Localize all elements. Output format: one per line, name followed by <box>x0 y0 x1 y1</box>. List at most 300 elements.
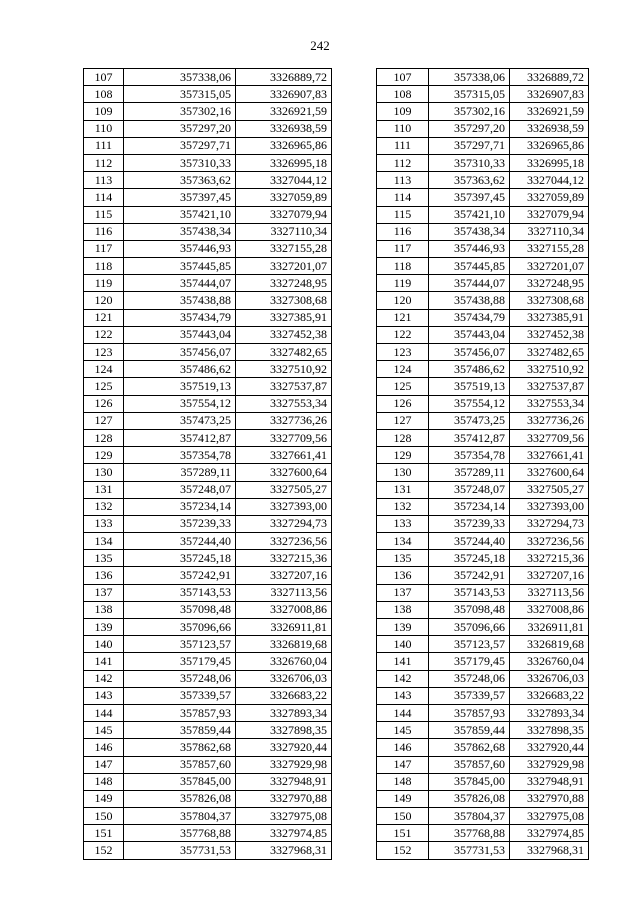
y-coordinate-cell: 3326995,18 <box>236 154 332 171</box>
y-coordinate-cell: 3327482,65 <box>510 344 589 361</box>
table-row <box>84 326 332 343</box>
table-row <box>377 687 589 704</box>
x-coordinate-cell: 357859,44 <box>429 722 510 739</box>
x-coordinate-cell: 357242,91 <box>429 567 510 584</box>
table-row <box>84 722 332 739</box>
table-row <box>84 240 332 257</box>
x-coordinate-cell: 357339,57 <box>124 687 236 704</box>
y-coordinate-cell: 3326938,59 <box>236 120 332 137</box>
table-row <box>84 584 332 601</box>
x-coordinate-cell: 357445,85 <box>124 258 236 275</box>
y-coordinate-cell: 3327044,12 <box>510 172 589 189</box>
x-coordinate-cell: 357731,53 <box>124 842 236 859</box>
y-coordinate-cell: 3327600,64 <box>236 464 332 481</box>
point-number-cell: 147 <box>377 756 429 773</box>
y-coordinate-cell: 3327553,34 <box>236 395 332 412</box>
x-coordinate-cell: 357234,14 <box>124 498 236 515</box>
y-coordinate-cell: 3327059,89 <box>510 189 589 206</box>
x-coordinate-cell: 357315,05 <box>429 86 510 103</box>
x-coordinate-cell: 357826,08 <box>429 790 510 807</box>
y-coordinate-cell: 3327709,56 <box>510 429 589 446</box>
point-number-cell: 144 <box>84 704 124 721</box>
point-number-cell: 135 <box>377 550 429 567</box>
y-coordinate-cell: 3326965,86 <box>510 137 589 154</box>
table-row <box>84 172 332 189</box>
point-number-cell: 125 <box>377 378 429 395</box>
table-row <box>377 825 589 842</box>
table-row <box>84 154 332 171</box>
table-row <box>84 361 332 378</box>
y-coordinate-cell: 3327505,27 <box>510 481 589 498</box>
table-row <box>377 567 589 584</box>
x-coordinate-cell: 357845,00 <box>429 773 510 790</box>
x-coordinate-cell: 357096,66 <box>429 619 510 636</box>
table-row <box>84 533 332 550</box>
coordinates-table-left <box>83 68 332 860</box>
point-number-cell: 120 <box>377 292 429 309</box>
x-coordinate-cell: 357179,45 <box>124 653 236 670</box>
x-coordinate-cell: 357438,88 <box>429 292 510 309</box>
point-number-cell: 138 <box>84 601 124 618</box>
point-number-cell: 118 <box>377 258 429 275</box>
point-number-cell: 150 <box>84 808 124 825</box>
x-coordinate-cell: 357421,10 <box>429 206 510 223</box>
y-coordinate-cell: 3327248,95 <box>236 275 332 292</box>
coordinates-table-right <box>376 68 589 860</box>
x-coordinate-cell: 357397,45 <box>429 189 510 206</box>
y-coordinate-cell: 3326706,03 <box>510 670 589 687</box>
table-row <box>377 206 589 223</box>
x-coordinate-cell: 357857,60 <box>429 756 510 773</box>
point-number-cell: 150 <box>377 808 429 825</box>
x-coordinate-cell: 357248,07 <box>429 481 510 498</box>
y-coordinate-cell: 3326760,04 <box>510 653 589 670</box>
y-coordinate-cell: 3327661,41 <box>236 447 332 464</box>
table-row <box>84 258 332 275</box>
point-number-cell: 107 <box>84 69 124 86</box>
point-number-cell: 115 <box>377 206 429 223</box>
table-row <box>84 344 332 361</box>
point-number-cell: 146 <box>377 739 429 756</box>
x-coordinate-cell: 357845,00 <box>124 773 236 790</box>
y-coordinate-cell: 3327201,07 <box>236 258 332 275</box>
y-coordinate-cell: 3327736,26 <box>510 412 589 429</box>
point-number-cell: 110 <box>84 120 124 137</box>
table-row <box>377 584 589 601</box>
table-row <box>84 395 332 412</box>
point-number-cell: 145 <box>377 722 429 739</box>
point-number-cell: 142 <box>377 670 429 687</box>
y-coordinate-cell: 3326819,68 <box>236 636 332 653</box>
y-coordinate-cell: 3327505,27 <box>236 481 332 498</box>
x-coordinate-cell: 357143,53 <box>429 584 510 601</box>
point-number-cell: 123 <box>84 344 124 361</box>
point-number-cell: 118 <box>84 258 124 275</box>
table-row <box>84 206 332 223</box>
table-row <box>84 550 332 567</box>
y-coordinate-cell: 3327893,34 <box>510 704 589 721</box>
point-number-cell: 134 <box>84 533 124 550</box>
table-row <box>377 550 589 567</box>
point-number-cell: 113 <box>84 172 124 189</box>
x-coordinate-cell: 357239,33 <box>429 515 510 532</box>
table-row <box>377 240 589 257</box>
table-row <box>377 223 589 240</box>
table-row <box>84 223 332 240</box>
y-coordinate-cell: 3327893,34 <box>236 704 332 721</box>
x-coordinate-cell: 357434,79 <box>124 309 236 326</box>
y-coordinate-cell: 3327974,85 <box>236 825 332 842</box>
x-coordinate-cell: 357096,66 <box>124 619 236 636</box>
table-row <box>377 739 589 756</box>
x-coordinate-cell: 357297,20 <box>429 120 510 137</box>
table-row <box>84 137 332 154</box>
x-coordinate-cell: 357123,57 <box>124 636 236 653</box>
y-coordinate-cell: 3327308,68 <box>236 292 332 309</box>
x-coordinate-cell: 357731,53 <box>429 842 510 859</box>
table-row <box>84 670 332 687</box>
table-row <box>84 429 332 446</box>
x-coordinate-cell: 357859,44 <box>124 722 236 739</box>
y-coordinate-cell: 3327059,89 <box>236 189 332 206</box>
y-coordinate-cell: 3327393,00 <box>510 498 589 515</box>
point-number-cell: 136 <box>84 567 124 584</box>
point-number-cell: 139 <box>84 619 124 636</box>
table-row <box>84 412 332 429</box>
y-coordinate-cell: 3327929,98 <box>510 756 589 773</box>
point-number-cell: 107 <box>377 69 429 86</box>
point-number-cell: 148 <box>377 773 429 790</box>
y-coordinate-cell: 3327044,12 <box>236 172 332 189</box>
y-coordinate-cell: 3327155,28 <box>236 240 332 257</box>
y-coordinate-cell: 3327709,56 <box>236 429 332 446</box>
point-number-cell: 123 <box>377 344 429 361</box>
point-number-cell: 109 <box>84 103 124 120</box>
y-coordinate-cell: 3326907,83 <box>510 86 589 103</box>
table-row <box>84 619 332 636</box>
point-number-cell: 148 <box>84 773 124 790</box>
table-row <box>84 481 332 498</box>
point-number-cell: 114 <box>84 189 124 206</box>
point-number-cell: 138 <box>377 601 429 618</box>
table-row <box>84 636 332 653</box>
y-coordinate-cell: 3327452,38 <box>236 326 332 343</box>
table-row <box>377 275 589 292</box>
y-coordinate-cell: 3327898,35 <box>236 722 332 739</box>
point-number-cell: 144 <box>377 704 429 721</box>
point-number-cell: 135 <box>84 550 124 567</box>
point-number-cell: 116 <box>84 223 124 240</box>
point-number-cell: 149 <box>84 790 124 807</box>
x-coordinate-cell: 357310,33 <box>429 154 510 171</box>
x-coordinate-cell: 357354,78 <box>429 447 510 464</box>
table-row <box>377 756 589 773</box>
table-row <box>377 412 589 429</box>
x-coordinate-cell: 357412,87 <box>429 429 510 446</box>
x-coordinate-cell: 357519,13 <box>124 378 236 395</box>
y-coordinate-cell: 3327393,00 <box>236 498 332 515</box>
x-coordinate-cell: 357443,04 <box>429 326 510 343</box>
point-number-cell: 152 <box>84 842 124 859</box>
point-number-cell: 140 <box>84 636 124 653</box>
point-number-cell: 152 <box>377 842 429 859</box>
table-row <box>84 292 332 309</box>
x-coordinate-cell: 357315,05 <box>124 86 236 103</box>
x-coordinate-cell: 357245,18 <box>124 550 236 567</box>
point-number-cell: 122 <box>84 326 124 343</box>
table-row <box>377 292 589 309</box>
x-coordinate-cell: 357248,06 <box>429 670 510 687</box>
x-coordinate-cell: 357862,68 <box>429 739 510 756</box>
y-coordinate-cell: 3326683,22 <box>236 687 332 704</box>
table-row <box>377 378 589 395</box>
x-coordinate-cell: 357444,07 <box>124 275 236 292</box>
page-number: 242 <box>310 38 330 53</box>
y-coordinate-cell: 3327968,31 <box>510 842 589 859</box>
y-coordinate-cell: 3327248,95 <box>510 275 589 292</box>
point-number-cell: 114 <box>377 189 429 206</box>
table-row <box>84 103 332 120</box>
y-coordinate-cell: 3326911,81 <box>236 619 332 636</box>
x-coordinate-cell: 357245,18 <box>429 550 510 567</box>
table-row <box>84 378 332 395</box>
point-number-cell: 132 <box>377 498 429 515</box>
x-coordinate-cell: 357297,71 <box>429 137 510 154</box>
y-coordinate-cell: 3326907,83 <box>236 86 332 103</box>
point-number-cell: 126 <box>84 395 124 412</box>
y-coordinate-cell: 3327920,44 <box>236 739 332 756</box>
point-number-cell: 146 <box>84 739 124 756</box>
x-coordinate-cell: 357244,40 <box>124 533 236 550</box>
point-number-cell: 109 <box>377 103 429 120</box>
table-row <box>377 636 589 653</box>
table-row <box>377 429 589 446</box>
point-number-cell: 132 <box>84 498 124 515</box>
table-row <box>377 842 589 859</box>
x-coordinate-cell: 357239,33 <box>124 515 236 532</box>
table-row <box>84 601 332 618</box>
y-coordinate-cell: 3327929,98 <box>236 756 332 773</box>
y-coordinate-cell: 3327008,86 <box>236 601 332 618</box>
point-number-cell: 128 <box>84 429 124 446</box>
y-coordinate-cell: 3327975,08 <box>236 808 332 825</box>
x-coordinate-cell: 357123,57 <box>429 636 510 653</box>
table-row <box>84 825 332 842</box>
point-number-cell: 137 <box>84 584 124 601</box>
y-coordinate-cell: 3327510,92 <box>236 361 332 378</box>
x-coordinate-cell: 357310,33 <box>124 154 236 171</box>
y-coordinate-cell: 3327008,86 <box>510 601 589 618</box>
x-coordinate-cell: 357302,16 <box>429 103 510 120</box>
x-coordinate-cell: 357768,88 <box>124 825 236 842</box>
y-coordinate-cell: 3327482,65 <box>236 344 332 361</box>
y-coordinate-cell: 3327948,91 <box>510 773 589 790</box>
table-row <box>377 670 589 687</box>
y-coordinate-cell: 3327385,91 <box>236 309 332 326</box>
table-row <box>377 481 589 498</box>
table-row <box>377 619 589 636</box>
table-row <box>377 790 589 807</box>
x-coordinate-cell: 357248,07 <box>124 481 236 498</box>
point-number-cell: 133 <box>84 515 124 532</box>
y-coordinate-cell: 3326911,81 <box>510 619 589 636</box>
x-coordinate-cell: 357486,62 <box>429 361 510 378</box>
x-coordinate-cell: 357234,14 <box>429 498 510 515</box>
table-row <box>84 704 332 721</box>
y-coordinate-cell: 3326889,72 <box>236 69 332 86</box>
y-coordinate-cell: 3326938,59 <box>510 120 589 137</box>
x-coordinate-cell: 357445,85 <box>429 258 510 275</box>
table-row <box>377 120 589 137</box>
y-coordinate-cell: 3327110,34 <box>510 223 589 240</box>
x-coordinate-cell: 357473,25 <box>124 412 236 429</box>
x-coordinate-cell: 357473,25 <box>429 412 510 429</box>
x-coordinate-cell: 357486,62 <box>124 361 236 378</box>
point-number-cell: 115 <box>84 206 124 223</box>
y-coordinate-cell: 3327294,73 <box>510 515 589 532</box>
point-number-cell: 143 <box>84 687 124 704</box>
x-coordinate-cell: 357354,78 <box>124 447 236 464</box>
point-number-cell: 151 <box>84 825 124 842</box>
y-coordinate-cell: 3327452,38 <box>510 326 589 343</box>
y-coordinate-cell: 3327236,56 <box>236 533 332 550</box>
table-row <box>377 722 589 739</box>
point-number-cell: 116 <box>377 223 429 240</box>
y-coordinate-cell: 3326921,59 <box>236 103 332 120</box>
y-coordinate-cell: 3326889,72 <box>510 69 589 86</box>
x-coordinate-cell: 357363,62 <box>429 172 510 189</box>
x-coordinate-cell: 357339,57 <box>429 687 510 704</box>
table-row <box>377 344 589 361</box>
point-number-cell: 112 <box>377 154 429 171</box>
y-coordinate-cell: 3327968,31 <box>236 842 332 859</box>
y-coordinate-cell: 3326921,59 <box>510 103 589 120</box>
table-row <box>377 498 589 515</box>
y-coordinate-cell: 3326706,03 <box>236 670 332 687</box>
x-coordinate-cell: 357443,04 <box>124 326 236 343</box>
point-number-cell: 141 <box>377 653 429 670</box>
y-coordinate-cell: 3327975,08 <box>510 808 589 825</box>
x-coordinate-cell: 357857,60 <box>124 756 236 773</box>
y-coordinate-cell: 3327236,56 <box>510 533 589 550</box>
point-number-cell: 137 <box>377 584 429 601</box>
x-coordinate-cell: 357857,93 <box>429 704 510 721</box>
y-coordinate-cell: 3327110,34 <box>236 223 332 240</box>
point-number-cell: 111 <box>84 137 124 154</box>
point-number-cell: 139 <box>377 619 429 636</box>
y-coordinate-cell: 3326965,86 <box>236 137 332 154</box>
x-coordinate-cell: 357363,62 <box>124 172 236 189</box>
y-coordinate-cell: 3327510,92 <box>510 361 589 378</box>
x-coordinate-cell: 357446,93 <box>124 240 236 257</box>
point-number-cell: 124 <box>84 361 124 378</box>
point-number-cell: 136 <box>377 567 429 584</box>
point-number-cell: 112 <box>84 154 124 171</box>
table-row <box>84 808 332 825</box>
y-coordinate-cell: 3326760,04 <box>236 653 332 670</box>
y-coordinate-cell: 3327215,36 <box>510 550 589 567</box>
table-row <box>377 808 589 825</box>
table-row <box>377 258 589 275</box>
table-row <box>377 309 589 326</box>
point-number-cell: 134 <box>377 533 429 550</box>
x-coordinate-cell: 357179,45 <box>429 653 510 670</box>
y-coordinate-cell: 3327736,26 <box>236 412 332 429</box>
table-row <box>377 773 589 790</box>
point-number-cell: 113 <box>377 172 429 189</box>
y-coordinate-cell: 3327661,41 <box>510 447 589 464</box>
y-coordinate-cell: 3327970,88 <box>236 790 332 807</box>
x-coordinate-cell: 357412,87 <box>124 429 236 446</box>
table-row <box>84 842 332 859</box>
point-number-cell: 121 <box>84 309 124 326</box>
point-number-cell: 130 <box>377 464 429 481</box>
point-number-cell: 131 <box>377 481 429 498</box>
y-coordinate-cell: 3327537,87 <box>236 378 332 395</box>
y-coordinate-cell: 3327920,44 <box>510 739 589 756</box>
table-row <box>84 86 332 103</box>
x-coordinate-cell: 357244,40 <box>429 533 510 550</box>
point-number-cell: 142 <box>84 670 124 687</box>
x-coordinate-cell: 357297,20 <box>124 120 236 137</box>
table-row <box>84 773 332 790</box>
y-coordinate-cell: 3327898,35 <box>510 722 589 739</box>
table-row <box>377 533 589 550</box>
y-coordinate-cell: 3327537,87 <box>510 378 589 395</box>
x-coordinate-cell: 357397,45 <box>124 189 236 206</box>
y-coordinate-cell: 3327079,94 <box>236 206 332 223</box>
x-coordinate-cell: 357862,68 <box>124 739 236 756</box>
x-coordinate-cell: 357446,93 <box>429 240 510 257</box>
y-coordinate-cell: 3327207,16 <box>236 567 332 584</box>
table-row <box>377 515 589 532</box>
point-number-cell: 149 <box>377 790 429 807</box>
x-coordinate-cell: 357554,12 <box>429 395 510 412</box>
point-number-cell: 119 <box>84 275 124 292</box>
y-coordinate-cell: 3327113,56 <box>510 584 589 601</box>
y-coordinate-cell: 3326819,68 <box>510 636 589 653</box>
point-number-cell: 108 <box>84 86 124 103</box>
x-coordinate-cell: 357826,08 <box>124 790 236 807</box>
x-coordinate-cell: 357289,11 <box>429 464 510 481</box>
table-row <box>84 756 332 773</box>
point-number-cell: 129 <box>84 447 124 464</box>
x-coordinate-cell: 357098,48 <box>124 601 236 618</box>
table-row <box>377 326 589 343</box>
point-number-cell: 126 <box>377 395 429 412</box>
y-coordinate-cell: 3327553,34 <box>510 395 589 412</box>
x-coordinate-cell: 357338,06 <box>429 69 510 86</box>
point-number-cell: 110 <box>377 120 429 137</box>
x-coordinate-cell: 357297,71 <box>124 137 236 154</box>
point-number-cell: 128 <box>377 429 429 446</box>
x-coordinate-cell: 357434,79 <box>429 309 510 326</box>
x-coordinate-cell: 357098,48 <box>429 601 510 618</box>
point-number-cell: 147 <box>84 756 124 773</box>
point-number-cell: 108 <box>377 86 429 103</box>
x-coordinate-cell: 357804,37 <box>429 808 510 825</box>
x-coordinate-cell: 357519,13 <box>429 378 510 395</box>
y-coordinate-cell: 3327079,94 <box>510 206 589 223</box>
point-number-cell: 143 <box>377 687 429 704</box>
y-coordinate-cell: 3327113,56 <box>236 584 332 601</box>
x-coordinate-cell: 357804,37 <box>124 808 236 825</box>
point-number-cell: 130 <box>84 464 124 481</box>
point-number-cell: 117 <box>84 240 124 257</box>
y-coordinate-cell: 3327974,85 <box>510 825 589 842</box>
point-number-cell: 111 <box>377 137 429 154</box>
y-coordinate-cell: 3327970,88 <box>510 790 589 807</box>
